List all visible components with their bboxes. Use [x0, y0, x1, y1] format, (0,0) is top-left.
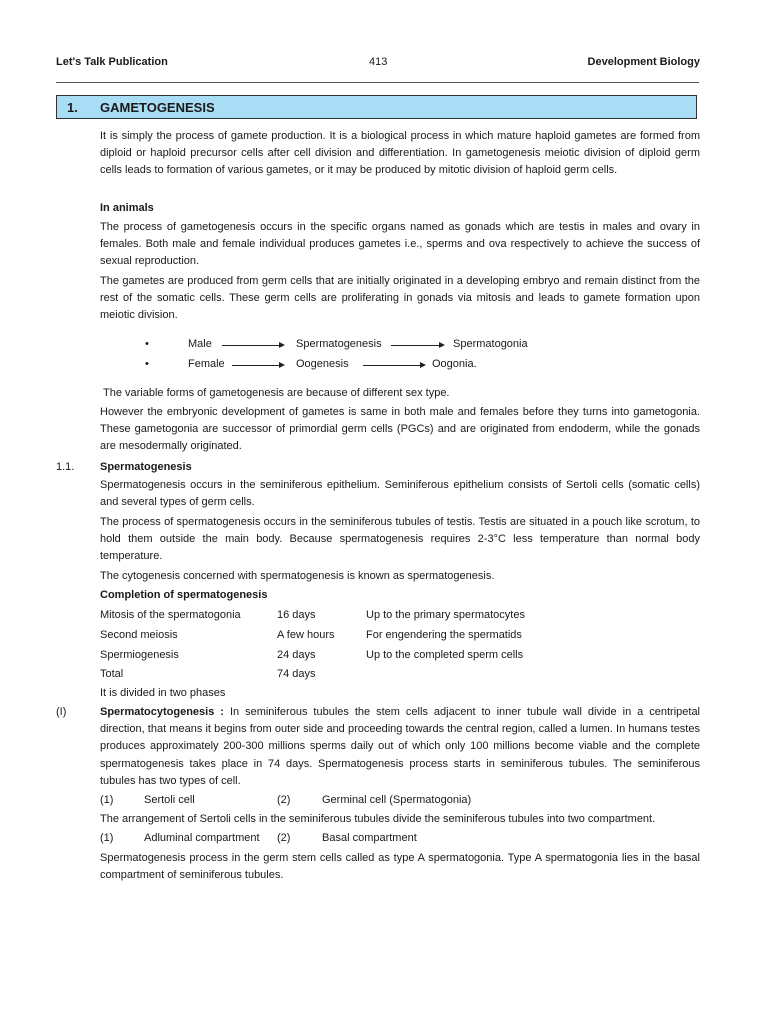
- spermatocytogenesis-term: Spermatocytogenesis :: [100, 706, 224, 718]
- completion-phase: Total: [100, 668, 124, 680]
- header-rule: [56, 82, 699, 83]
- completion-phase: Mitosis of the spermatogonia: [100, 609, 241, 621]
- flow-spermatogonia: Spermatogonia: [453, 338, 528, 350]
- flow-oogonia: Oogonia.: [432, 358, 477, 370]
- compartment-number: (1): [100, 832, 114, 844]
- section-number: 1.: [67, 100, 78, 115]
- divided-text: It is divided in two phases: [100, 687, 226, 699]
- variable-forms-text: The variable forms of gametogenesis are because of different sex type.: [103, 387, 450, 399]
- spermatogenesis-paragraph-2: The process of spermatogenesis occurs in the seminiferous tubules of testis. Testis are situated in a pouch like scrotum, to hold them outside the main body. Because spermatogenesis requires 2-3°C less temperature than normal body temperature.: [100, 516, 700, 563]
- compartment-number: (2): [277, 832, 291, 844]
- arrow-right-icon: [222, 345, 283, 346]
- flow-bullet: •: [145, 338, 149, 350]
- final-paragraph: Spermatogenesis process in the germ stem cells called as type A spermatogonia. Type A spermatogonia lies in the basal compartment of seminiferous tubules.: [100, 852, 700, 882]
- cell-germinal: Germinal cell (Spermatogonia): [322, 794, 472, 806]
- completion-note: For engendering the spermatids: [366, 629, 522, 641]
- spermatocytogenesis-paragraph: [100, 704, 700, 790]
- completion-time: 16 days: [277, 609, 316, 621]
- arrangement-text: The arrangement of Sertoli cells in the seminiferous tubules divide the seminiferous tubules into two compartment.: [100, 813, 656, 825]
- flow-oogenesis: Oogenesis: [296, 358, 349, 370]
- subsection-title: Spermatogenesis: [100, 461, 192, 473]
- compartment-adluminal: Adluminal compartment: [144, 832, 260, 844]
- flow-spermatogenesis: Spermatogenesis: [296, 338, 382, 350]
- completion-phase: Spermiogenesis: [100, 649, 179, 661]
- spermatocytogenesis-text: In seminiferous tubules the stem cells adjacent to inner tubule wall divide in a centripetal direction, that means it begins from outer side and proceeding towards the central region, called a lumen. In humans testes produces approximately 200-300 millions sperms daily out of which only 100 millions become viable and the complete spermatogenesis takes place in 74 days. Spermatogenesis process starts in seminiferous tubules. The seminiferous tubules has two types of cell.: [100, 706, 701, 787]
- arrow-right-icon: [232, 365, 283, 366]
- compartment-basal: Basal compartment: [322, 832, 417, 844]
- completion-note: Up to the primary spermatocytes: [366, 609, 525, 621]
- cell-number: (1): [100, 794, 114, 806]
- running-header-left: Let's Talk Publication: [56, 56, 168, 68]
- in-animals-paragraph-2: The gametes are produced from germ cells that are initially originated in a developing embryo and remain distinct from the rest of the somatic cells. These germ cells are proliferating in gonads via mitosis and leads to gamete formation upon meiotic division.: [100, 275, 700, 322]
- running-header-right: Development Biology: [587, 56, 700, 68]
- cell-sertoli: Sertoli cell: [144, 794, 195, 806]
- flow-bullet: •: [145, 358, 149, 370]
- intro-paragraph: It is simply the process of gamete production. It is a biological process in which mature haploid gametes are formed from diploid or haploid precursor cells after cell division and differentiation. In gametogenesis meiotic division of diploid germ cells leads to formation of various gametes, or it may be produced by mitotic division of haploid germ cells.: [100, 130, 700, 177]
- page-number: 413: [369, 56, 388, 68]
- subsection-number: 1.1.: [56, 461, 75, 473]
- cytogenesis-text: The cytogenesis concerned with spermatogenesis is known as spermatogenesis.: [100, 570, 495, 582]
- arrow-right-icon: [391, 345, 443, 346]
- phase-label: (I): [56, 706, 67, 718]
- flow-male: Male: [188, 338, 212, 350]
- flow-female: Female: [188, 358, 225, 370]
- completion-note: Up to the completed sperm cells: [366, 649, 524, 661]
- completion-time: 24 days: [277, 649, 316, 661]
- completion-phase: Second meiosis: [100, 629, 178, 641]
- section-title: GAMETOGENESIS: [100, 100, 215, 115]
- spermatogenesis-paragraph-1: Spermatogenesis occurs in the seminiferous epithelium. Seminiferous epithelium consists of Sertoli cells (somatic cells) and several types of germ cells.: [100, 479, 700, 509]
- completion-time: 74 days: [277, 668, 316, 680]
- in-animals-paragraph-1: The process of gametogenesis occurs in the specific organs named as gonads which are testis in males and ovary in females. Both male and female individual produces gametes i.e., sperms and ova respectively to achieve the success of sexual reproduction.: [100, 221, 700, 268]
- completion-heading: Completion of spermatogenesis: [100, 589, 268, 601]
- section-title-bar: [56, 95, 697, 119]
- completion-time: A few hours: [277, 629, 335, 641]
- cell-number: (2): [277, 794, 291, 806]
- arrow-right-icon: [363, 365, 424, 366]
- embryonic-paragraph: However the embryonic development of gametes is same in both male and females before they turns into gametogonia. These gametogonia are successor of primordial germ cells (PGCs) and are originated from endoderm, while the gonads are mesodermally originated.: [100, 406, 700, 453]
- in-animals-heading: In animals: [100, 202, 154, 214]
